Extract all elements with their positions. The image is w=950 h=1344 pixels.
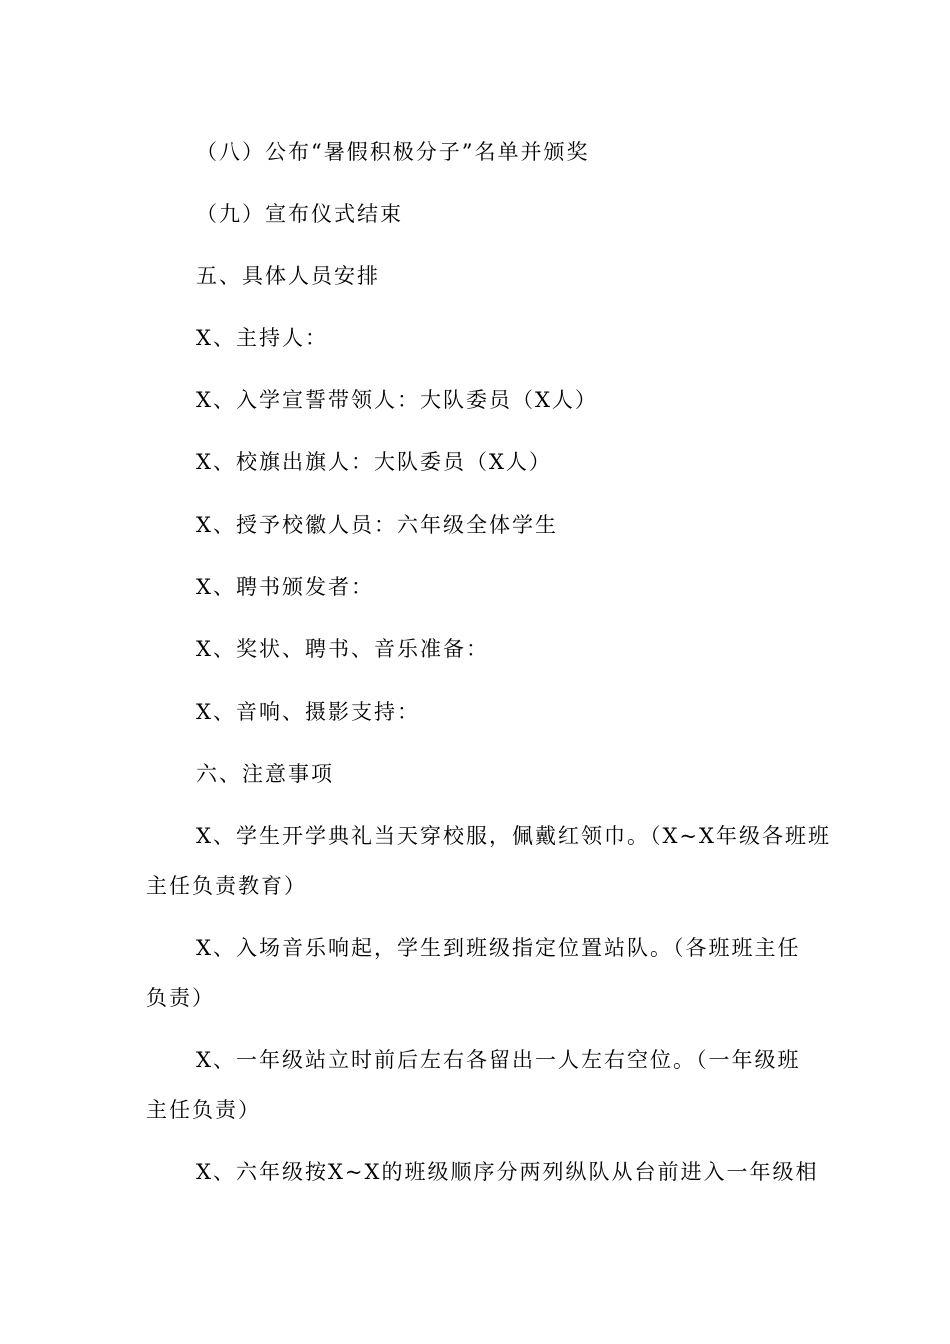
text-line: （九）宣布仪式结束 xyxy=(196,202,403,226)
text-line: X、六年级按X~X的班级顺序分两列纵队从台前进入一年级相 xyxy=(196,1160,819,1184)
text-line: X、音响、摄影支持： xyxy=(196,700,420,724)
text-line: X、聘书颁发者： xyxy=(196,575,374,599)
section-heading: 六、注意事项 xyxy=(196,762,334,786)
text-line: X、奖状、聘书、音乐准备： xyxy=(196,637,489,661)
text-line: 负责） xyxy=(146,986,215,1010)
text-line: X、主持人： xyxy=(196,326,328,350)
text-line: 主任负责教育） xyxy=(146,874,307,898)
text-line: X、入学宣誓带领人：大队委员（X人） xyxy=(196,388,598,412)
text-line: X、授予校徽人员：六年级全体学生 xyxy=(196,513,558,537)
section-heading: 五、具体人员安排 xyxy=(196,264,380,288)
text-line: 主任负责） xyxy=(146,1098,261,1122)
text-line: X、校旗出旗人：大队委员（X人） xyxy=(196,450,552,474)
text-line: X、学生开学典礼当天穿校服，佩戴红领巾。（X~X年级各班班 xyxy=(196,824,831,848)
text-line: （八）公布“暑假积极分子”名单并颁奖 xyxy=(196,140,590,164)
text-line: X、入场音乐响起，学生到班级指定位置站队。（各班班主任 xyxy=(196,936,801,960)
text-line: X、一年级站立时前后左右各留出一人左右空位。（一年级班 xyxy=(196,1048,801,1072)
